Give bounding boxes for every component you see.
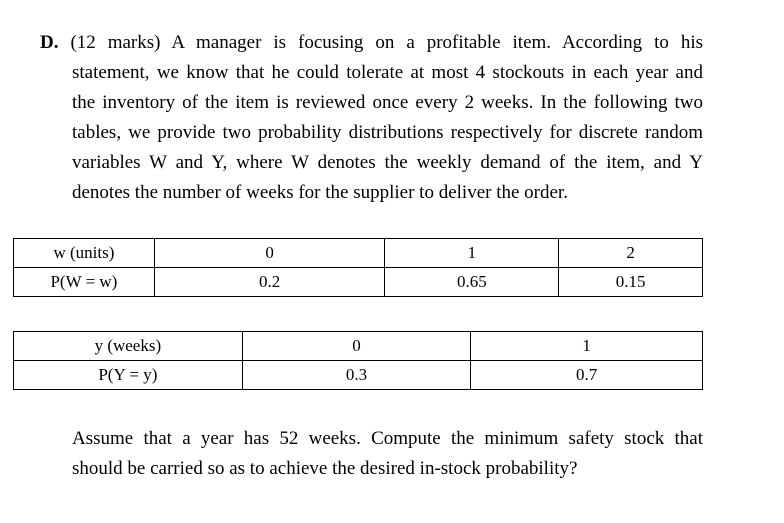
table-cell: 2 [559, 239, 703, 268]
weekly-demand-table [13, 238, 703, 297]
question-line-2: statement, we know that he could tolerate at most 4 stockouts in each year and [72, 62, 703, 83]
final-question-line-1: Assume that a year has 52 weeks. Compute the minimum safety stock that [72, 428, 703, 449]
table-cell: 0.65 [385, 268, 559, 297]
final-question-line-2: should be carried so as to achieve the desired in-stock probability? [72, 458, 578, 479]
table-cell: 0 [242, 332, 471, 361]
table-cell: 0 [154, 239, 385, 268]
table-cell: P(Y = y) [14, 361, 243, 390]
question-line-5: variables W and Y, where W denotes the weekly demand of the item, and Y [72, 152, 703, 173]
table-cell: w (units) [14, 239, 155, 268]
final-question-paragraph [72, 424, 703, 484]
table-row [14, 239, 703, 268]
table-cell: 1 [385, 239, 559, 268]
table-row [14, 361, 703, 390]
question-line-6: denotes the number of weeks for the supplier to deliver the order. [72, 182, 568, 203]
table-cell: 0.2 [154, 268, 385, 297]
table-cell: 0.7 [471, 361, 703, 390]
question-line-1 [40, 28, 703, 58]
table-row [14, 268, 703, 297]
table-cell: 0.15 [559, 268, 703, 297]
table-row [14, 332, 703, 361]
question-line-1-text: (12 marks) A manager is focusing on a profitable item. According to his [70, 32, 703, 53]
table-cell: 0.3 [242, 361, 471, 390]
table-cell: P(W = w) [14, 268, 155, 297]
table-cell: 1 [471, 332, 703, 361]
table-cell: y (weeks) [14, 332, 243, 361]
delivery-time-table [13, 331, 703, 390]
question-line-3: the inventory of the item is reviewed once every 2 weeks. In the following two [72, 92, 703, 113]
question-label: D. [40, 32, 59, 53]
question-line-4: tables, we provide two probability distributions respectively for discrete random [72, 122, 703, 143]
question-paragraph [40, 28, 703, 208]
